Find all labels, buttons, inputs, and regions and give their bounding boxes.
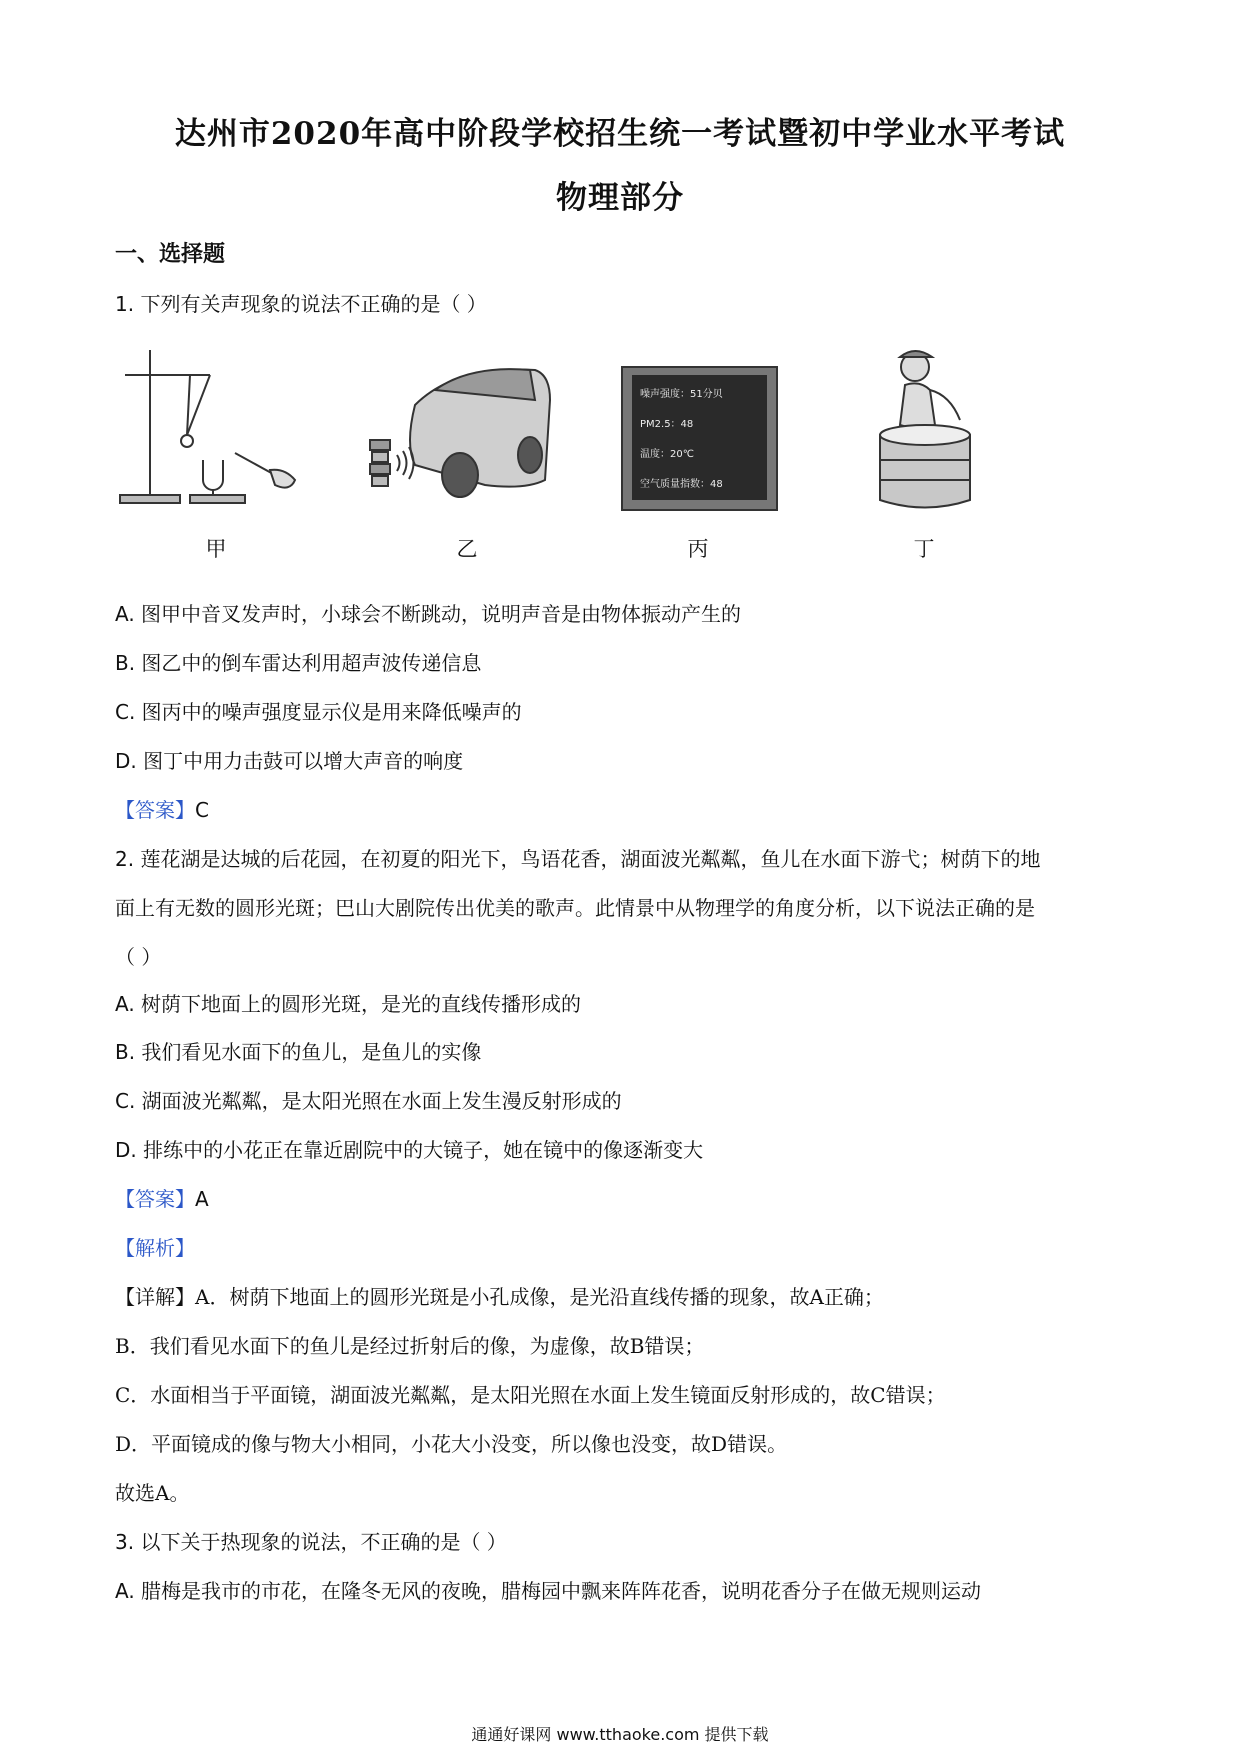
- q2-detail-line-3: C．水面相当于平面镜，湖面波光粼粼，是太阳光照在水面上发生镜面反射形成的，故C错误；: [115, 1383, 946, 1407]
- section-heading: 一、选择题: [115, 242, 226, 267]
- tuning-fork-pendulum-figure: [115, 345, 315, 515]
- q2-detail-line-2: B．我们看见水面下的鱼儿是经过折射后的像，为虚像，故B错误；: [115, 1334, 705, 1358]
- q2-option-b: B. 我们看见水面下的鱼儿，是鱼儿的实像: [115, 1040, 482, 1064]
- q2-option-d: D. 排练中的小花正在靠近剧院中的大镜子，她在镜中的像逐渐变大: [115, 1138, 704, 1162]
- answer-value: C: [195, 798, 209, 822]
- q1-answer: [115, 794, 209, 823]
- q1-stem: 1. 下列有关声现象的说法不正确的是（ ）: [115, 292, 487, 316]
- q2-detail-line-1: 【详解】A．树荫下地面上的圆形光斑是小孔成像，是光沿直线传播的现象，故A正确；: [115, 1285, 884, 1309]
- figure-caption-jia: 甲: [205, 537, 227, 561]
- car-parking-radar-figure: [365, 345, 565, 515]
- q2-answer: [115, 1183, 209, 1212]
- answer-label: 【答案】: [115, 798, 195, 822]
- footer-source: 通通好课网 www.tthaoke.com 提供下载: [471, 1725, 769, 1744]
- q1-option-a: A. 图甲中音叉发声时，小球会不断跳动，说明声音是由物体振动产生的: [115, 602, 742, 626]
- figure-caption-ding: 丁: [913, 537, 935, 561]
- page-title: 达州市2020年高中阶段学校招生统一考试暨初中学业水平考试: [174, 116, 1066, 152]
- q3-option-a: A. 腊梅是我市的市花，在隆冬无风的夜晚，腊梅园中飘来阵阵花香，说明花香分子在做无规则运动: [115, 1579, 982, 1603]
- q2-analysis-label: [115, 1232, 195, 1261]
- answer-label: 【答案】: [115, 1187, 195, 1211]
- q2-option-c: C. 湖面波光粼粼，是太阳光照在水面上发生漫反射形成的: [115, 1089, 622, 1113]
- board-row-3: 温度：20℃: [640, 449, 694, 460]
- noise-display-board-figure: [620, 345, 780, 515]
- answer-value: A: [195, 1187, 209, 1211]
- figure-caption-bing: 丙: [687, 537, 709, 561]
- q2-option-a: A. 树荫下地面上的圆形光斑，是光的直线传播形成的: [115, 992, 582, 1016]
- q2-stem-line-3: （ ）: [115, 945, 162, 969]
- q2-detail-line-5: 故选A。: [115, 1481, 190, 1505]
- page-subtitle: 物理部分: [556, 180, 684, 216]
- q1-option-b: B. 图乙中的倒车雷达利用超声波传递信息: [115, 651, 482, 675]
- q1-option-c: C. 图丙中的噪声强度显示仪是用来降低噪声的: [115, 700, 522, 724]
- figure-caption-yi: 乙: [456, 537, 478, 561]
- q2-stem-line-2: 面上有无数的圆形光斑；巴山大剧院传出优美的歌声。此情景中从物理学的角度分析，以下说法正确的是: [115, 896, 1035, 920]
- drummer-figure: [870, 345, 980, 515]
- board-row-4: 空气质量指数：48: [640, 479, 723, 490]
- q1-option-d: D. 图丁中用力击鼓可以增大声音的响度: [115, 749, 464, 773]
- q3-stem: 3. 以下关于热现象的说法，不正确的是（ ）: [115, 1530, 507, 1554]
- board-row-2: PM2.5：48: [640, 419, 694, 430]
- board-row-1: 噪声强度：51分贝: [640, 389, 723, 400]
- q2-detail-line-4: D．平面镜成的像与物大小相同，小花大小没变，所以像也没变，故D错误。: [115, 1432, 788, 1456]
- q2-stem-line-1: 2. 莲花湖是达城的后花园，在初夏的阳光下，鸟语花香，湖面波光粼粼，鱼儿在水面下游弋；树荫下的地: [115, 847, 1041, 871]
- analysis-label: 【解析】: [115, 1236, 195, 1260]
